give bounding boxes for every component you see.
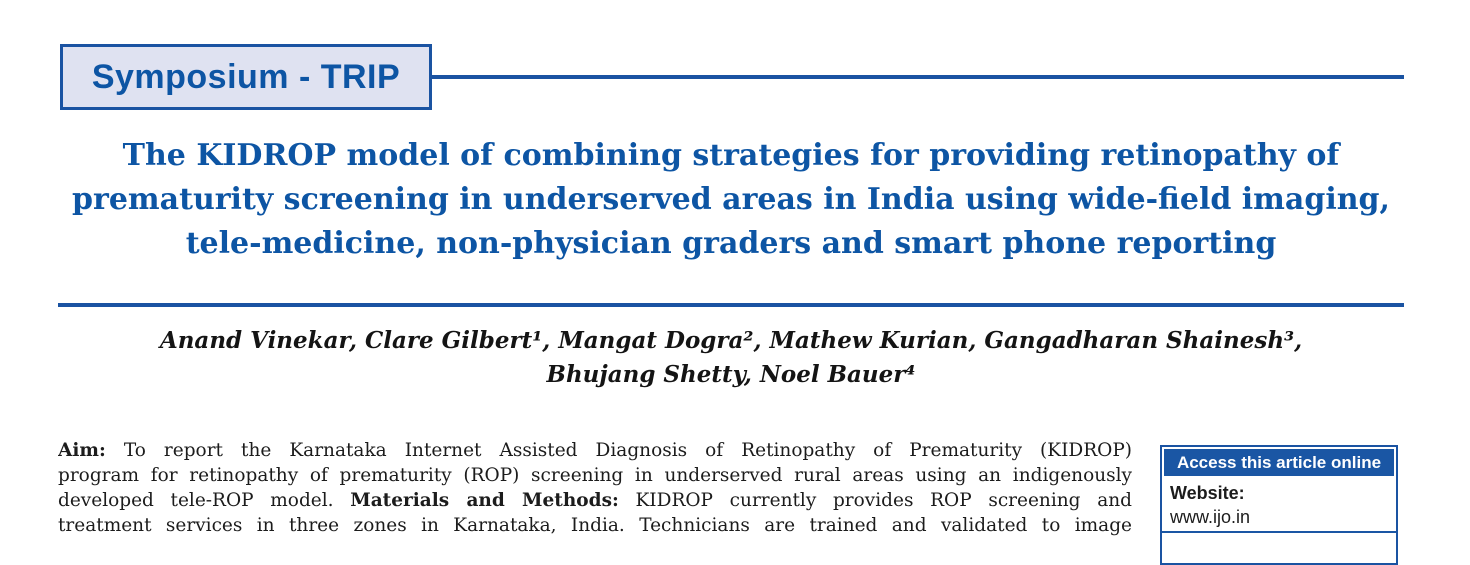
article-title-line-3: tele-medicine, non-physician graders and smart phone reporting	[185, 226, 1277, 261]
abstract-aim-label: Aim:	[58, 440, 106, 461]
access-box-next-row-divider	[1162, 531, 1396, 555]
abstract-text: program for retinopathy of prematurity (ROP) screening in underserved rural areas using an indigenously	[58, 465, 1132, 486]
abstract-text: developed tele-ROP model.	[58, 490, 351, 511]
abstract-line-3	[58, 488, 1132, 513]
authors-line-1: Anand Vinekar, Clare Gilbert¹, Mangat Dogra², Mathew Kurian, Gangadharan Shainesh³,	[159, 327, 1303, 354]
banner-horizontal-rule	[432, 75, 1404, 79]
abstract-line-2	[58, 463, 1132, 488]
article-title-line-2: prematurity screening in underserved areas in India using wide-field imaging,	[72, 182, 1390, 217]
authors	[58, 324, 1404, 392]
website-label: Website:	[1170, 483, 1245, 503]
abstract-text: To report the Karnataka Internet Assisted Diagnosis of Retinopathy of Prematurity (KIDROP)	[105, 440, 1132, 461]
article-title	[58, 134, 1404, 266]
abstract	[58, 438, 1132, 538]
symposium-banner-label: Symposium - TRIP	[91, 57, 401, 96]
access-box-website-row	[1162, 478, 1396, 531]
title-horizontal-rule	[58, 303, 1404, 307]
article-title-line-1: The KIDROP model of combining strategies for providing retinopathy of	[122, 138, 1340, 173]
abstract-text: treatment services in three zones in Karnataka, India. Technicians are trained and validated to image	[58, 515, 1132, 536]
access-article-online-box	[1160, 445, 1398, 565]
abstract-line-4	[58, 513, 1132, 538]
symposium-banner	[60, 44, 432, 110]
abstract-text: KIDROP currently provides ROP screening and	[618, 490, 1132, 511]
authors-line-2: Bhujang Shetty, Noel Bauer⁴	[546, 361, 916, 388]
website-url: www.ijo.in	[1170, 507, 1251, 527]
abstract-line-1	[58, 438, 1132, 463]
access-box-header: Access this article online	[1164, 449, 1394, 476]
abstract-methods-label: Materials and Methods:	[350, 490, 619, 511]
